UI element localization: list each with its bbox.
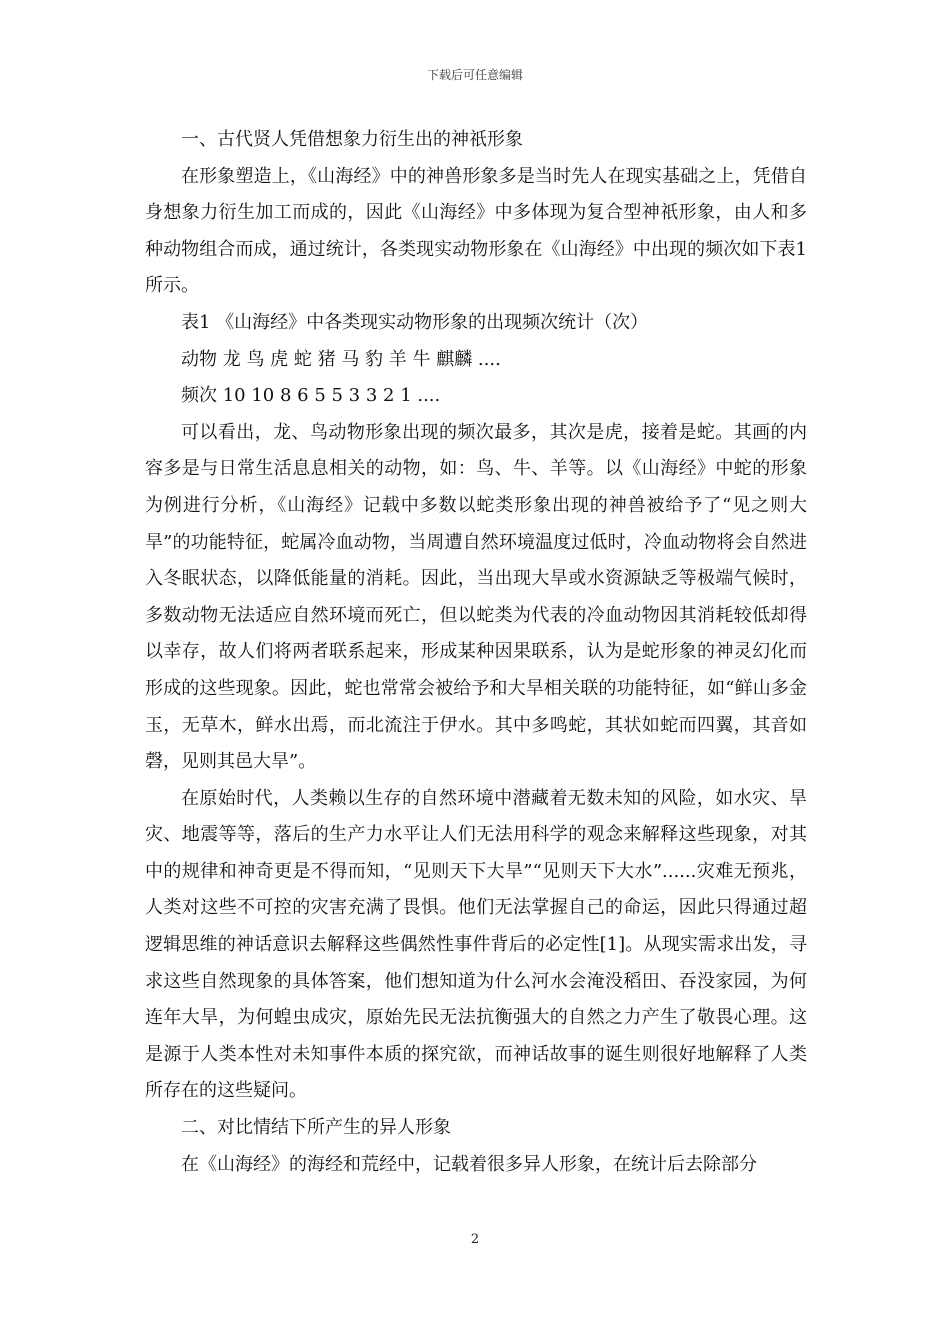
- paragraph: 在原始时代，人类赖以生存的自然环境中潜藏着无数未知的风险，如水灾、旱灾、地震等等，落后的生产力水平让人们无法用科学的观念来解释这些现象，对其中的规律和神奇更是不得而知，“见则天下大旱”“见则天下大水”......灾难无预兆，人类对这些不可控的灾害充满了畏惧。他们无法掌握自己的命运，因此只得通过超逻辑思维的神话意识去解释这些偶然性事件背后的必定性[1]。从现实需求出发，寻求这些自然现象的具体答案，他们想知道为什么河水会淹没稻田、吞没家园，为何连年大旱，为何蝗虫成灾，原始先民无法抗衡强大的自然之力产生了敬畏心理。这是源于人类本性对未知事件本质的探究欲，而神话故事的诞生则很好地解释了人类所存在的这些疑问。: [145, 787, 807, 1102]
- paragraph: 在《山海经》的海经和荒经中，记载着很多异人形象，在统计后去除部分: [181, 1153, 757, 1175]
- page-number: 2: [470, 1232, 480, 1247]
- table-row-animals: 动物 龙 鸟 虎 蛇 猪 马 豹 羊 牛 麒麟 ....: [181, 348, 501, 370]
- paragraph: 可以看出，龙、鸟动物形象出现的频次最多，其次是虎，接着是蛇。其画的内容多是与日常生活息息相关的动物，如：鸟、牛、羊等。以《山海经》中蛇的形象为例进行分析，《山海经》记载中多数以蛇类形象出现的神兽被给予了“见之则大旱”的功能特征，蛇属冷血动物，当周遭自然环境温度过低时，冷血动物将会自然进入冬眠状态，以降低能量的消耗。因此，当出现大旱或水资源缺乏等极端气候时，多数动物无法适应自然环境而死亡，但以蛇类为代表的冷血动物因其消耗较低却得以幸存，故人们将两者联系起来，形成某种因果联系，认为是蛇形象的神灵幻化而形成的这些现象。因此，蛇也常常会被给予和大旱相关联的功能特征，如“鲜山多金玉，无草木，鲜水出焉，而北流注于伊水。其中多鸣蛇，其状如蛇而四翼，其音如磬，见则其邑大旱”。: [145, 421, 807, 773]
- page-header: 下载后可任意编辑: [426, 68, 523, 82]
- section-heading-2: 二、对比情结下所产生的异人形象: [181, 1117, 451, 1139]
- section-heading-1: 一、古代贤人凭借想象力衍生出的神祇形象: [181, 129, 523, 150]
- table-row-frequency: 频次 10 10 8 6 5 5 3 3 2 1 ....: [181, 385, 441, 407]
- table-caption: 表1 《山海经》中各类现实动物形象的出现频次统计（次）: [181, 311, 649, 333]
- document-body: [145, 122, 807, 1183]
- paragraph: 在形象塑造上，《山海经》中的神兽形象多是当时先人在现实基础之上，凭借自身想象力衍生加工而成的，因此《山海经》中多体现为复合型神祇形象，由人和多种动物组合而成，通过统计，各类现实动物形象在《山海经》中出现的频次如下表1所示。: [145, 165, 807, 297]
